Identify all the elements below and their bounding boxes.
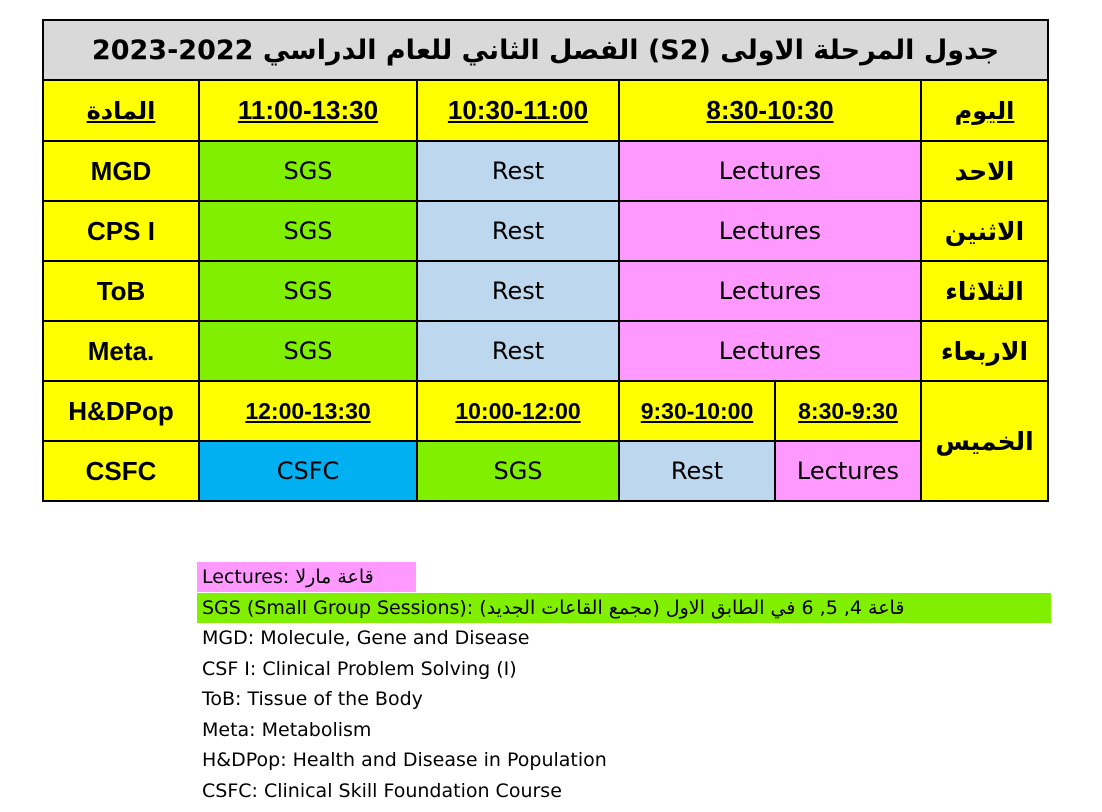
legend-item: MGD: Molecule, Gene and Disease: [202, 627, 530, 649]
legend-item: H&DPop: Health and Disease in Population: [202, 749, 607, 771]
time-slot-cell: 9:30-10:00: [619, 381, 775, 441]
sgs-cell: SGS: [199, 141, 417, 201]
table-row: [43, 201, 1048, 261]
table-row: [43, 321, 1048, 381]
day-cell: الثلاثاء: [921, 261, 1048, 321]
time-slot-cell: 10:00-12:00: [417, 381, 619, 441]
time-slot-cell: 8:30-9:30: [775, 381, 921, 441]
sgs-cell: SGS: [417, 441, 619, 501]
lectures-cell: Lectures: [619, 321, 921, 381]
subject-cell: H&DPop: [43, 381, 199, 441]
table-row: [43, 441, 1048, 501]
rest-cell: Rest: [417, 261, 619, 321]
table-row: [43, 381, 1048, 441]
subject-cell: MGD: [43, 141, 199, 201]
csfc-cell: CSFC: [199, 441, 417, 501]
table-row: [43, 141, 1048, 201]
rest-cell: Rest: [619, 441, 775, 501]
legend-lectures: Lectures: قاعة مارلا: [197, 562, 416, 592]
legend-item: ToB: Tissue of the Body: [202, 688, 423, 710]
schedule-title: جدول المرحلة الاولى (S2) الفصل الثاني للعام الدراسي 2022-2023: [43, 20, 1048, 80]
rest-cell: Rest: [417, 321, 619, 381]
legend-sgs: SGS (Small Group Sessions): قاعة 4, 5, 6 في الطابق الاول (مجمع القاعات الجديد): [197, 593, 1051, 623]
legend-item: CSFC: Clinical Skill Foundation Course: [202, 779, 562, 802]
time-slot-cell: 12:00-13:30: [199, 381, 417, 441]
subject-cell: CPS I: [43, 201, 199, 261]
rest-cell: Rest: [417, 141, 619, 201]
lectures-cell: Lectures: [775, 441, 921, 501]
lectures-cell: Lectures: [619, 141, 921, 201]
subject-cell: Meta.: [43, 321, 199, 381]
time-slot-header-2: 10:30-11:00: [417, 80, 619, 141]
day-header: اليوم: [921, 80, 1048, 141]
sgs-cell: SGS: [199, 201, 417, 261]
legend-item: Meta: Metabolism: [202, 718, 372, 741]
legend-item: CSF I: Clinical Problem Solving (I): [202, 657, 517, 680]
subject-cell: CSFC: [43, 441, 199, 501]
time-slot-header-1: 8:30-10:30: [619, 80, 921, 141]
sgs-cell: SGS: [199, 321, 417, 381]
legend: [197, 562, 1051, 806]
sgs-cell: SGS: [199, 261, 417, 321]
subject-cell: ToB: [43, 261, 199, 321]
time-slot-header-3: 11:00-13:30: [199, 80, 417, 141]
schedule-table: [42, 19, 1049, 502]
table-row: [43, 261, 1048, 321]
day-cell: الخميس: [921, 381, 1048, 501]
day-cell: الاحد: [921, 141, 1048, 201]
day-cell: الاربعاء: [921, 321, 1048, 381]
subject-header: المادة: [43, 80, 199, 141]
day-cell: الاثنين: [921, 201, 1048, 261]
lectures-cell: Lectures: [619, 261, 921, 321]
rest-cell: Rest: [417, 201, 619, 261]
lectures-cell: Lectures: [619, 201, 921, 261]
